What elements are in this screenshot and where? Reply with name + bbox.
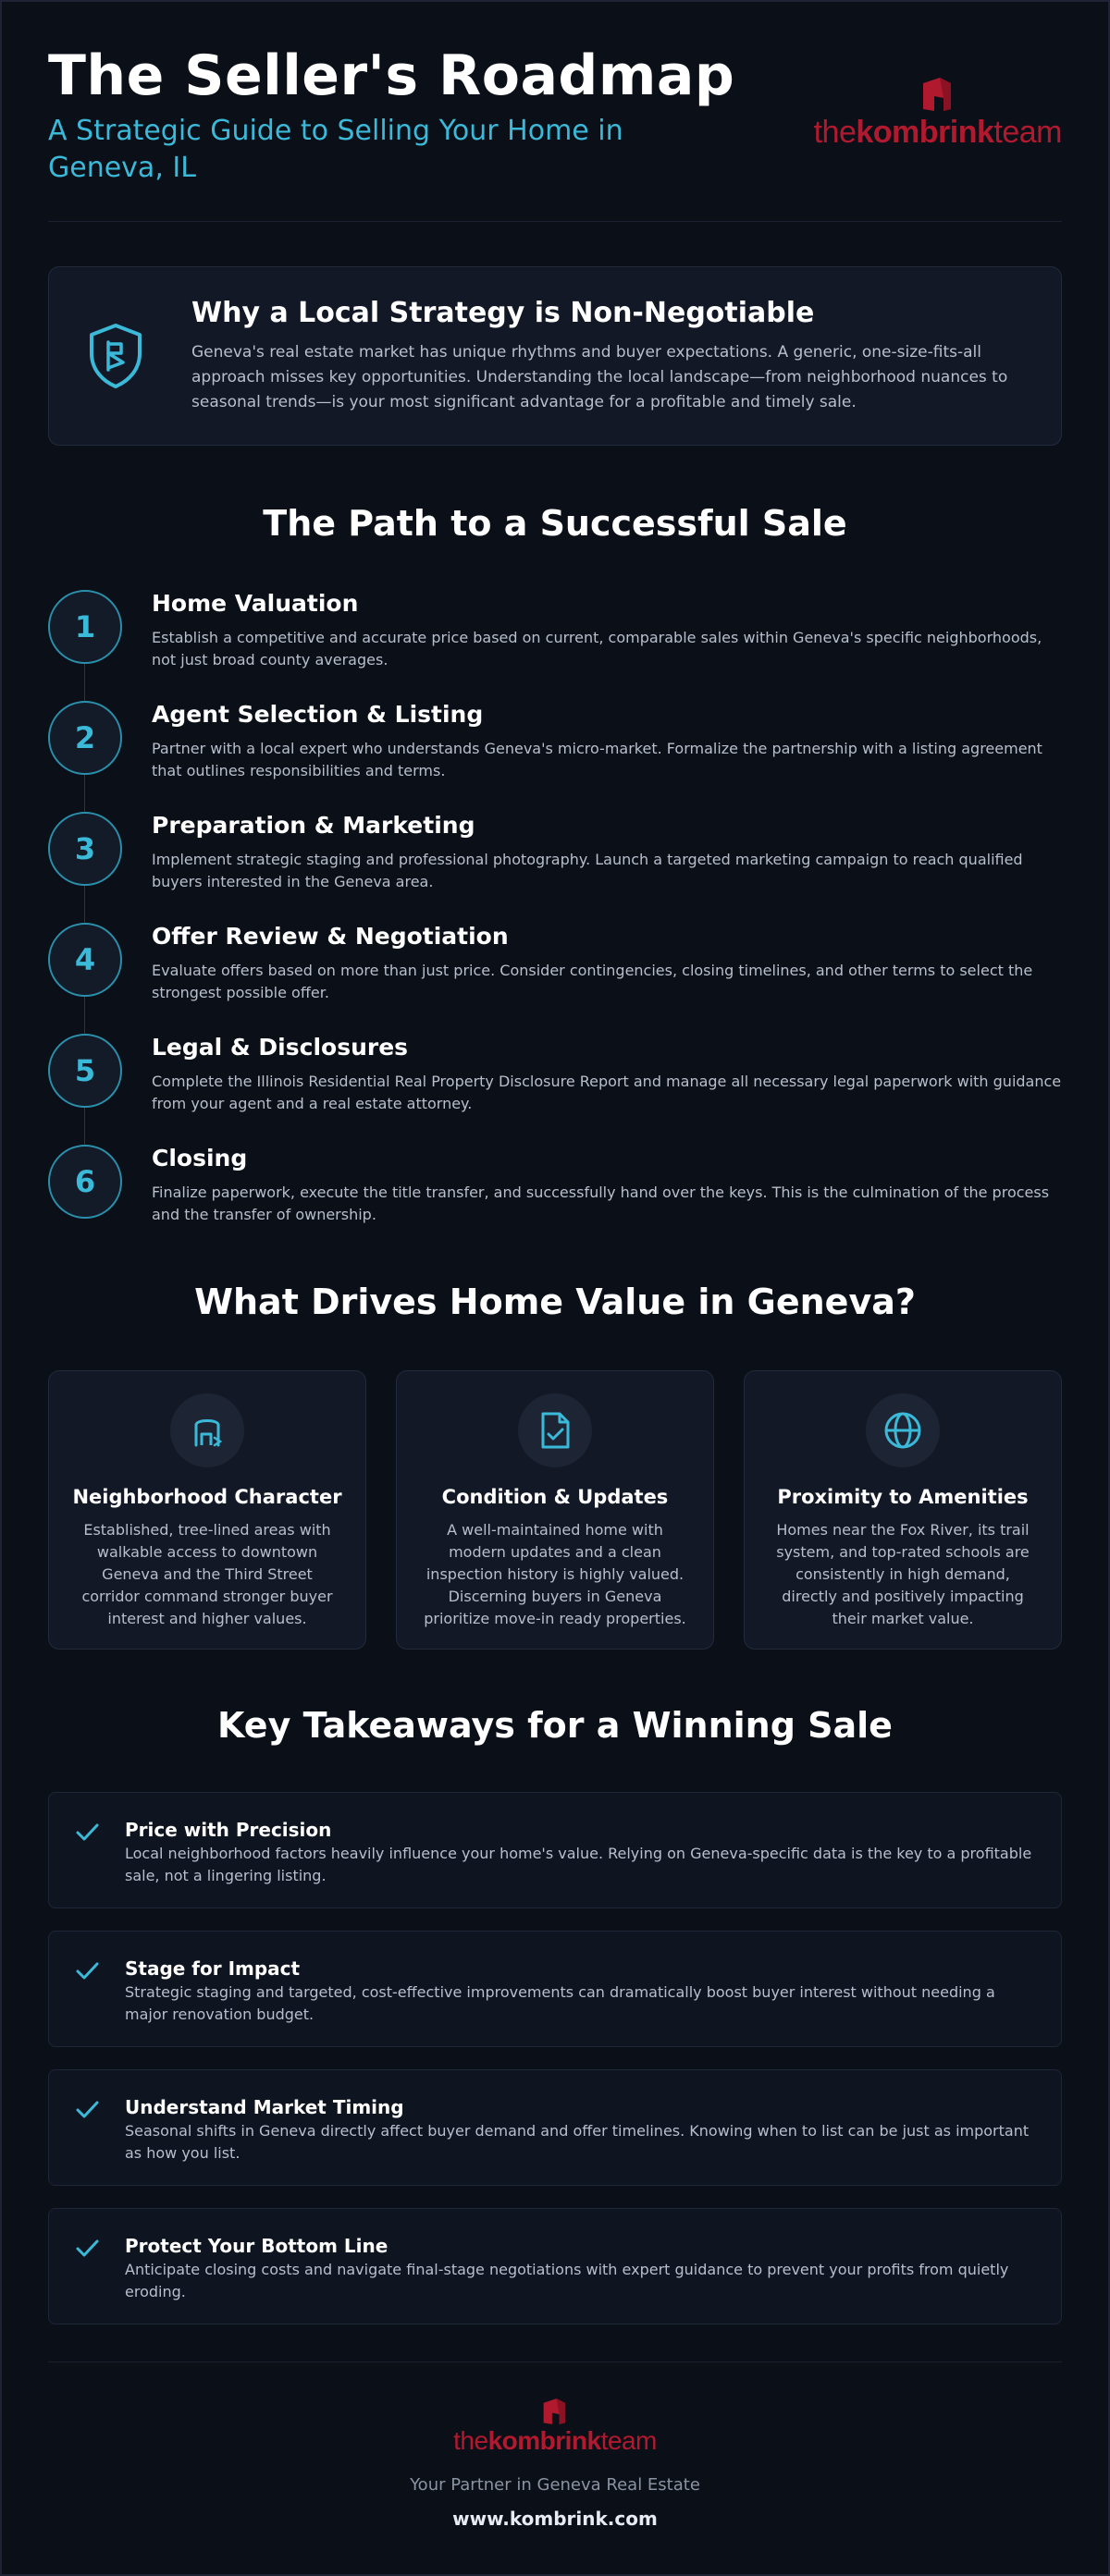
why-title: Why a Local Strategy is Non-Negotiable — [191, 297, 815, 329]
step-text: Complete the Illinois Residential Real Property Disclosure Report and manage all necessary legal paperwork with guidance from your agent and a real estate attorney. — [152, 1073, 1062, 1112]
takeaway-item — [48, 1931, 1062, 2047]
step-number-badge: 6 — [48, 1145, 122, 1219]
step-text: Partner with a local expert who understands Geneva's micro-market. Formalize the partnership with a listing agreement that outlines responsibilities and terms. — [152, 740, 1042, 779]
logo-wordmark: thekombrinkteam — [813, 115, 1062, 150]
logo-house-icon — [539, 2396, 571, 2427]
step-item — [48, 701, 1062, 812]
website-link[interactable]: www.kombrink.com — [452, 2508, 658, 2530]
driver-card — [48, 1370, 366, 1650]
step-title: Home Valuation — [152, 590, 359, 617]
step-text: Establish a competitive and accurate price based on current, comparable sales within Geneva's specific neighborhoods, not just broad county averages. — [152, 629, 1042, 669]
value-drivers-grid — [48, 1370, 1062, 1650]
step-number-badge: 1 — [48, 590, 122, 664]
takeaway-text: Anticipate closing costs and navigate final-stage negotiations with expert guidance to prevent your profits from quietly eroding. — [125, 2261, 1009, 2300]
step-item — [48, 1034, 1062, 1145]
driver-icon-circle — [866, 1393, 940, 1467]
drivers-section-title: What Drives Home Value in Geneva? — [194, 1282, 916, 1322]
page-subtitle: A Strategic Guide to Selling Your Home in Geneva, IL — [48, 115, 623, 184]
driver-text: Established, tree-lined areas with walkable access to downtown Geneva and the Third Street corridor command stronger buyer interest and higher values. — [81, 1521, 333, 1627]
step-number-badge: 3 — [48, 812, 122, 886]
takeaway-text: Seasonal shifts in Geneva directly affect buyer demand and offer timelines. Knowing when to list can be just as important as how you list. — [125, 2122, 1030, 2162]
why-text: Geneva's real estate market has unique rhythms and buyer expectations. A generic, one-size-fits-all approach misses key opportunities. Understanding the local landscape—from neighborhood nuances to seasonal trends—is your most significant advantage for a profitable and timely sale. — [191, 343, 1008, 411]
house-icon — [191, 1412, 224, 1449]
step-item — [48, 590, 1062, 701]
footer-logo — [453, 2396, 657, 2455]
step-title: Agent Selection & Listing — [152, 701, 484, 728]
step-text: Evaluate offers based on more than just price. Consider contingencies, closing timelines, and other terms to select the strongest possible offer. — [152, 962, 1033, 1001]
check-icon — [75, 1821, 99, 1845]
step-item — [48, 1145, 1062, 1256]
check-icon — [75, 2098, 99, 2122]
step-title: Preparation & Marketing — [152, 812, 475, 839]
logo-house-icon — [918, 74, 958, 115]
step-item — [48, 812, 1062, 923]
check-icon — [75, 2237, 99, 2261]
shield-icon — [86, 322, 145, 390]
driver-title: Proximity to Amenities — [777, 1486, 1029, 1508]
header — [48, 2, 1062, 222]
logo-wordmark: thekombrinkteam — [453, 2426, 657, 2455]
takeaway-text: Strategic staging and targeted, cost-effective improvements can dramatically boost buyer interest without needing a major renovation budget. — [125, 1983, 995, 2023]
step-text: Implement strategic staging and professional photography. Launch a targeted marketing campaign to reach qualified buyers interested in the Geneva area. — [152, 851, 1023, 890]
globe-icon — [883, 1411, 922, 1450]
steps-timeline — [48, 590, 1062, 1256]
driver-icon-circle — [518, 1393, 592, 1467]
footer-tagline: Your Partner in Geneva Real Estate — [410, 2475, 700, 2495]
step-number-badge: 2 — [48, 701, 122, 775]
takeaway-item — [48, 2069, 1062, 2186]
driver-card — [396, 1370, 714, 1650]
takeaway-title: Stage for Impact — [125, 1957, 301, 1980]
step-text: Finalize paperwork, execute the title transfer, and successfully hand over the keys. This is the culmination of the process and the transfer of ownership. — [152, 1184, 1050, 1223]
check-icon — [75, 1959, 99, 1983]
step-number-badge: 5 — [48, 1034, 122, 1108]
takeaway-title: Protect Your Bottom Line — [125, 2235, 388, 2257]
driver-icon-circle — [170, 1393, 244, 1467]
step-title: Legal & Disclosures — [152, 1034, 409, 1061]
takeaway-item — [48, 2208, 1062, 2325]
step-number-badge: 4 — [48, 923, 122, 997]
takeaway-title: Price with Precision — [125, 1819, 332, 1841]
driver-text: Homes near the Fox River, its trail system, and top-rated schools are consistently in high demand, directly and positively impacting their market value. — [776, 1521, 1030, 1627]
step-title: Offer Review & Negotiation — [152, 923, 509, 950]
driver-text: A well-maintained home with modern updates and a clean inspection history is highly valued. Discerning buyers in Geneva prioritize move-in ready properties. — [424, 1521, 686, 1627]
takeaways-section-title: Key Takeaways for a Winning Sale — [217, 1705, 893, 1746]
step-title: Closing — [152, 1145, 248, 1171]
takeaways-list — [48, 1792, 1062, 2325]
driver-title: Condition & Updates — [441, 1486, 669, 1508]
takeaway-item — [48, 1792, 1062, 1908]
document-check-icon — [538, 1411, 572, 1450]
footer — [48, 2361, 1062, 2530]
why-local-strategy-card — [48, 266, 1062, 446]
brand-logo — [814, 74, 1062, 150]
path-section-title: The Path to a Successful Sale — [263, 503, 847, 544]
driver-title: Neighborhood Character — [72, 1486, 342, 1508]
takeaway-text: Local neighborhood factors heavily influence your home's value. Relying on Geneva-specific data is the key to a profitable sale, not a lingering listing. — [125, 1845, 1032, 1884]
driver-card — [744, 1370, 1062, 1650]
step-item — [48, 923, 1062, 1034]
page-title: The Seller's Roadmap — [48, 43, 735, 108]
takeaway-title: Understand Market Timing — [125, 2096, 404, 2118]
